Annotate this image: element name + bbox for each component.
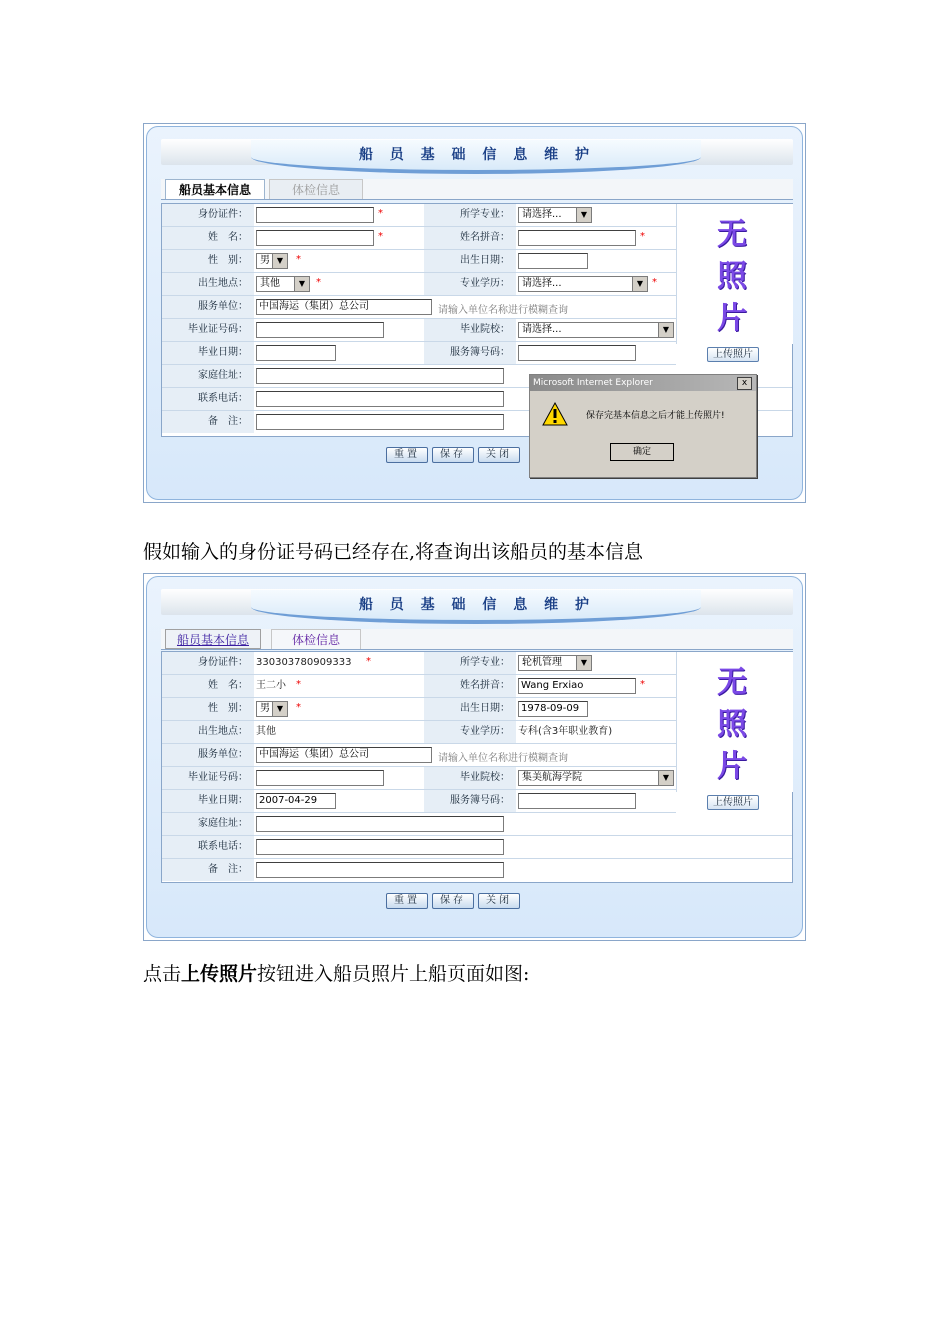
no-photo-placeholder: 无 照 片 bbox=[717, 217, 747, 336]
form-row bbox=[162, 204, 676, 227]
gender-label: 性 别： bbox=[162, 250, 254, 272]
required-mark: * bbox=[378, 231, 383, 242]
required-mark: * bbox=[296, 254, 301, 265]
tab-bar bbox=[161, 179, 793, 200]
tab-medical-info[interactable]: 体检信息 bbox=[269, 179, 363, 199]
school-select[interactable]: 请选择... ▼ bbox=[518, 322, 674, 338]
unit-hint: 请输入单位名称进行模糊查询 bbox=[438, 305, 568, 316]
id-card-value: 330303780909333 bbox=[256, 657, 352, 668]
birth-place-select[interactable]: 其他 ▼ bbox=[256, 276, 310, 292]
required-mark: * bbox=[296, 679, 301, 690]
photo-panel bbox=[676, 652, 793, 808]
photo-panel bbox=[676, 204, 793, 360]
major-select[interactable]: 轮机管理 ▼ bbox=[518, 655, 592, 671]
form-row bbox=[162, 744, 676, 767]
form-row bbox=[162, 859, 792, 882]
service-book-input[interactable] bbox=[518, 345, 636, 361]
window-frame bbox=[146, 576, 803, 938]
window-frame bbox=[146, 126, 803, 500]
remark-input[interactable] bbox=[256, 414, 504, 430]
id-card-input[interactable] bbox=[256, 207, 374, 223]
close-icon[interactable]: x bbox=[737, 377, 752, 390]
remark-label: 备 注： bbox=[162, 411, 254, 433]
paragraph-2 bbox=[143, 959, 529, 986]
form-row bbox=[162, 767, 676, 790]
education-select[interactable]: 请选择... ▼ bbox=[518, 276, 648, 292]
unit-hint: 请输入单位名称进行模糊查询 bbox=[438, 753, 568, 764]
tab-bar bbox=[161, 629, 793, 650]
required-mark: * bbox=[640, 679, 645, 690]
chevron-down-icon: ▼ bbox=[658, 323, 673, 337]
school-label: 毕业院校： bbox=[424, 767, 516, 789]
required-mark: * bbox=[316, 277, 321, 288]
page-title: 船 员 基 础 信 息 维 护 bbox=[358, 597, 596, 613]
title-bar bbox=[161, 589, 793, 615]
phone-input[interactable] bbox=[256, 391, 504, 407]
education-label: 专业学历： bbox=[424, 273, 516, 295]
gender-select[interactable]: 男 ▼ bbox=[256, 253, 288, 269]
cert-no-label: 毕业证号码： bbox=[162, 767, 254, 789]
save-button[interactable]: 保存 bbox=[432, 893, 474, 909]
tab-crew-basic-info[interactable]: 船员基本信息 bbox=[165, 629, 261, 649]
major-select[interactable]: 请选择... ▼ bbox=[518, 207, 592, 223]
form-row bbox=[162, 342, 676, 365]
phone-input[interactable] bbox=[256, 839, 504, 855]
birth-date-input[interactable]: 1978-09-09 bbox=[518, 701, 588, 717]
chevron-down-icon: ▼ bbox=[272, 254, 287, 268]
service-book-label: 服务簿号码： bbox=[424, 342, 516, 364]
name-value: 王二小 bbox=[256, 680, 286, 691]
reset-button[interactable]: 重置 bbox=[386, 893, 428, 909]
address-label: 家庭住址： bbox=[162, 365, 254, 387]
tab-medical-info[interactable]: 体检信息 bbox=[271, 629, 361, 649]
alert-dialog bbox=[529, 374, 757, 478]
birth-date-input[interactable] bbox=[518, 253, 588, 269]
save-button[interactable]: 保存 bbox=[432, 447, 474, 463]
form-row bbox=[162, 227, 676, 250]
form-row bbox=[162, 652, 676, 675]
service-book-input[interactable] bbox=[518, 793, 636, 809]
form-row bbox=[162, 273, 676, 296]
unit-input[interactable]: 中国海运（集团）总公司 bbox=[256, 747, 432, 763]
phone-label: 联系电话： bbox=[162, 836, 254, 858]
required-mark: * bbox=[296, 702, 301, 713]
address-label: 家庭住址： bbox=[162, 813, 254, 835]
form-row bbox=[162, 319, 676, 342]
form-row bbox=[162, 296, 676, 319]
paragraph-2-suffix: 按钮进入船员照片上船页面如图: bbox=[257, 963, 530, 985]
school-select[interactable]: 集美航海学院 ▼ bbox=[518, 770, 674, 786]
dialog-title: Microsoft Internet Explorer bbox=[530, 375, 756, 391]
form-row bbox=[162, 836, 792, 859]
grad-date-label: 毕业日期： bbox=[162, 790, 254, 812]
required-mark: * bbox=[366, 656, 371, 667]
dialog-message: 保存完基本信息之后才能上传照片! bbox=[586, 411, 725, 421]
close-button[interactable]: 关闭 bbox=[478, 447, 520, 463]
required-mark: * bbox=[378, 208, 383, 219]
upload-photo-button[interactable]: 上传照片 bbox=[707, 795, 759, 810]
unit-label: 服务单位： bbox=[162, 296, 254, 318]
education-label: 专业学历： bbox=[424, 721, 516, 743]
title-bar bbox=[161, 139, 793, 165]
phone-label: 联系电话： bbox=[162, 388, 254, 410]
paragraph-1: 假如输入的身份证号码已经存在,将查询出该船员的基本信息 bbox=[143, 541, 644, 563]
chevron-down-icon: ▼ bbox=[576, 656, 591, 670]
chevron-down-icon: ▼ bbox=[272, 702, 287, 716]
education-value: 专科(含3年职业教育) bbox=[518, 726, 613, 737]
name-input[interactable] bbox=[256, 230, 374, 246]
birth-place-label: 出生地点： bbox=[162, 273, 254, 295]
school-label: 毕业院校： bbox=[424, 319, 516, 341]
form-row bbox=[162, 721, 676, 744]
pinyin-input[interactable]: Wang Erxiao bbox=[518, 678, 636, 694]
chevron-down-icon: ▼ bbox=[576, 208, 591, 222]
reset-button[interactable]: 重置 bbox=[386, 447, 428, 463]
birth-place-value: 其他 bbox=[256, 726, 276, 737]
cert-no-label: 毕业证号码： bbox=[162, 319, 254, 341]
crew-form bbox=[161, 651, 793, 883]
birth-place-label: 出生地点： bbox=[162, 721, 254, 743]
unit-label: 服务单位： bbox=[162, 744, 254, 766]
form-row bbox=[162, 675, 676, 698]
close-button[interactable]: 关闭 bbox=[478, 893, 520, 909]
name-label: 姓 名： bbox=[162, 227, 254, 249]
screenshot-2 bbox=[143, 573, 806, 941]
form-row bbox=[162, 250, 676, 273]
unit-input[interactable]: 中国海运（集团）总公司 bbox=[256, 299, 432, 315]
paragraph-2-bold: 上传照片 bbox=[181, 963, 258, 985]
grad-date-input[interactable]: 2007-04-29 bbox=[256, 793, 336, 809]
remark-label: 备 注： bbox=[162, 859, 254, 881]
paragraph-2-prefix: 点击 bbox=[143, 963, 182, 985]
chevron-down-icon: ▼ bbox=[658, 771, 673, 785]
form-row bbox=[162, 790, 676, 813]
grad-date-input[interactable] bbox=[256, 345, 336, 361]
cert-no-input[interactable] bbox=[256, 322, 384, 338]
tab-crew-basic-info[interactable]: 船员基本信息 bbox=[165, 179, 265, 199]
id-card-label: 身份证件： bbox=[162, 204, 254, 226]
major-label: 所学专业： bbox=[424, 204, 516, 226]
birth-date-label: 出生日期： bbox=[424, 250, 516, 272]
major-label: 所学专业： bbox=[424, 652, 516, 674]
pinyin-input[interactable] bbox=[518, 230, 636, 246]
address-input[interactable] bbox=[256, 816, 504, 832]
no-photo-placeholder: 无 照 片 bbox=[717, 665, 747, 784]
service-book-label: 服务簿号码： bbox=[424, 790, 516, 812]
screenshot-1 bbox=[143, 123, 806, 503]
cert-no-input[interactable] bbox=[256, 770, 384, 786]
page-title: 船 员 基 础 信 息 维 护 bbox=[358, 147, 596, 163]
warning-icon bbox=[542, 401, 568, 427]
gender-label: 性 别： bbox=[162, 698, 254, 720]
name-label: 姓 名： bbox=[162, 675, 254, 697]
pinyin-label: 姓名拼音： bbox=[424, 675, 516, 697]
chevron-down-icon: ▼ bbox=[294, 277, 309, 291]
grad-date-label: 毕业日期： bbox=[162, 342, 254, 364]
gender-select[interactable]: 男 ▼ bbox=[256, 701, 288, 717]
required-mark: * bbox=[640, 231, 645, 242]
ok-button[interactable]: 确定 bbox=[610, 443, 674, 461]
remark-input[interactable] bbox=[256, 862, 504, 878]
required-mark: * bbox=[652, 277, 657, 288]
birth-date-label: 出生日期： bbox=[424, 698, 516, 720]
form-row bbox=[162, 698, 676, 721]
pinyin-label: 姓名拼音： bbox=[424, 227, 516, 249]
form-row bbox=[162, 813, 792, 836]
chevron-down-icon: ▼ bbox=[632, 277, 647, 291]
address-input[interactable] bbox=[256, 368, 504, 384]
upload-photo-button[interactable]: 上传照片 bbox=[707, 347, 759, 362]
id-card-label: 身份证件： bbox=[162, 652, 254, 674]
